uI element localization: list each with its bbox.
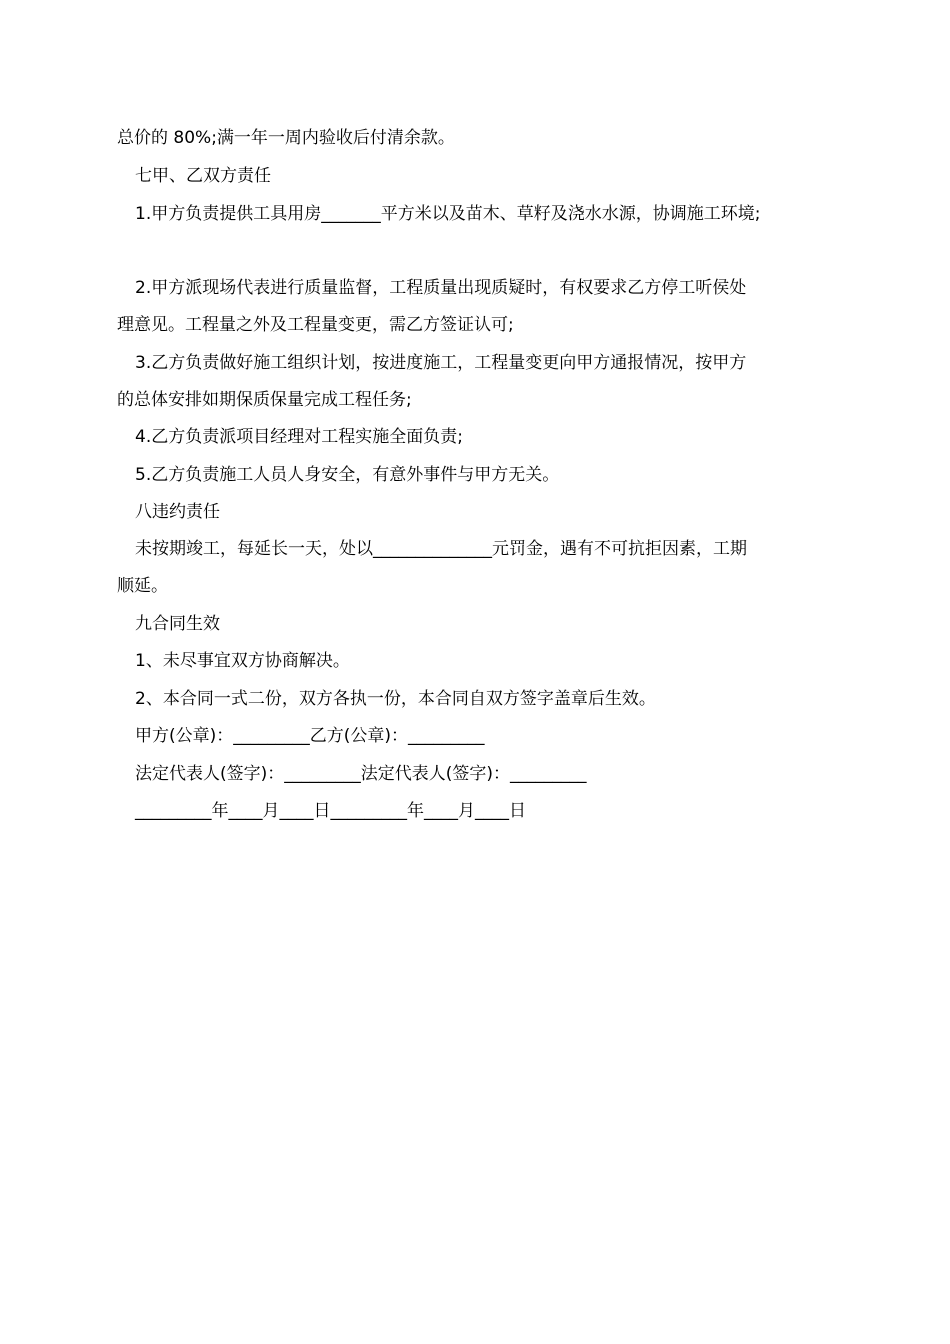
clause-9-1: 1、未尽事宜双方协商解决。 xyxy=(135,651,350,671)
penalty-clause-continued: 顺延。 xyxy=(117,576,168,596)
penalty-clause: 未按期竣工，每延长一天，处以______________元罚金，遇有不可抗拒因素，工期 xyxy=(135,539,747,559)
clause-9-2: 2、本合同一式二份，双方各执一份，本合同自双方签字盖章后生效。 xyxy=(135,689,656,709)
section-nine-heading: 九合同生效 xyxy=(135,614,220,634)
signing-date-line: _________年____月____日_________年____月____日 xyxy=(135,801,526,821)
party-seal-line: 甲方(公章)：_________乙方(公章)：_________ xyxy=(135,726,485,746)
clause-7-3: 3.乙方负责做好施工组织计划，按进度施工，工程量变更向甲方通报情况，按甲方 xyxy=(135,353,747,373)
section-eight-heading: 八违约责任 xyxy=(135,502,220,522)
section-seven-heading: 七甲、乙双方责任 xyxy=(135,166,271,186)
clause-7-3-continued: 的总体安排如期保质保量完成工程任务; xyxy=(117,390,412,410)
payment-terms-line: 总价的 80%;满一年一周内验收后付清余款。 xyxy=(117,128,455,148)
legal-representative-line: 法定代表人(签字)：_________法定代表人(签字)：_________ xyxy=(135,764,587,784)
clause-7-5: 5.乙方负责施工人员人身安全，有意外事件与甲方无关。 xyxy=(135,465,560,485)
clause-7-1: 1.甲方负责提供工具用房_______平方米以及苗木、草籽及浇水水源，协调施工环境; xyxy=(135,204,761,224)
clause-7-4: 4.乙方负责派项目经理对工程实施全面负责; xyxy=(135,427,463,447)
clause-7-2-continued: 理意见。工程量之外及工程量变更，需乙方签证认可; xyxy=(117,315,514,335)
clause-7-2: 2.甲方派现场代表进行质量监督，工程质量出现质疑时，有权要求乙方停工听侯处 xyxy=(135,278,747,298)
